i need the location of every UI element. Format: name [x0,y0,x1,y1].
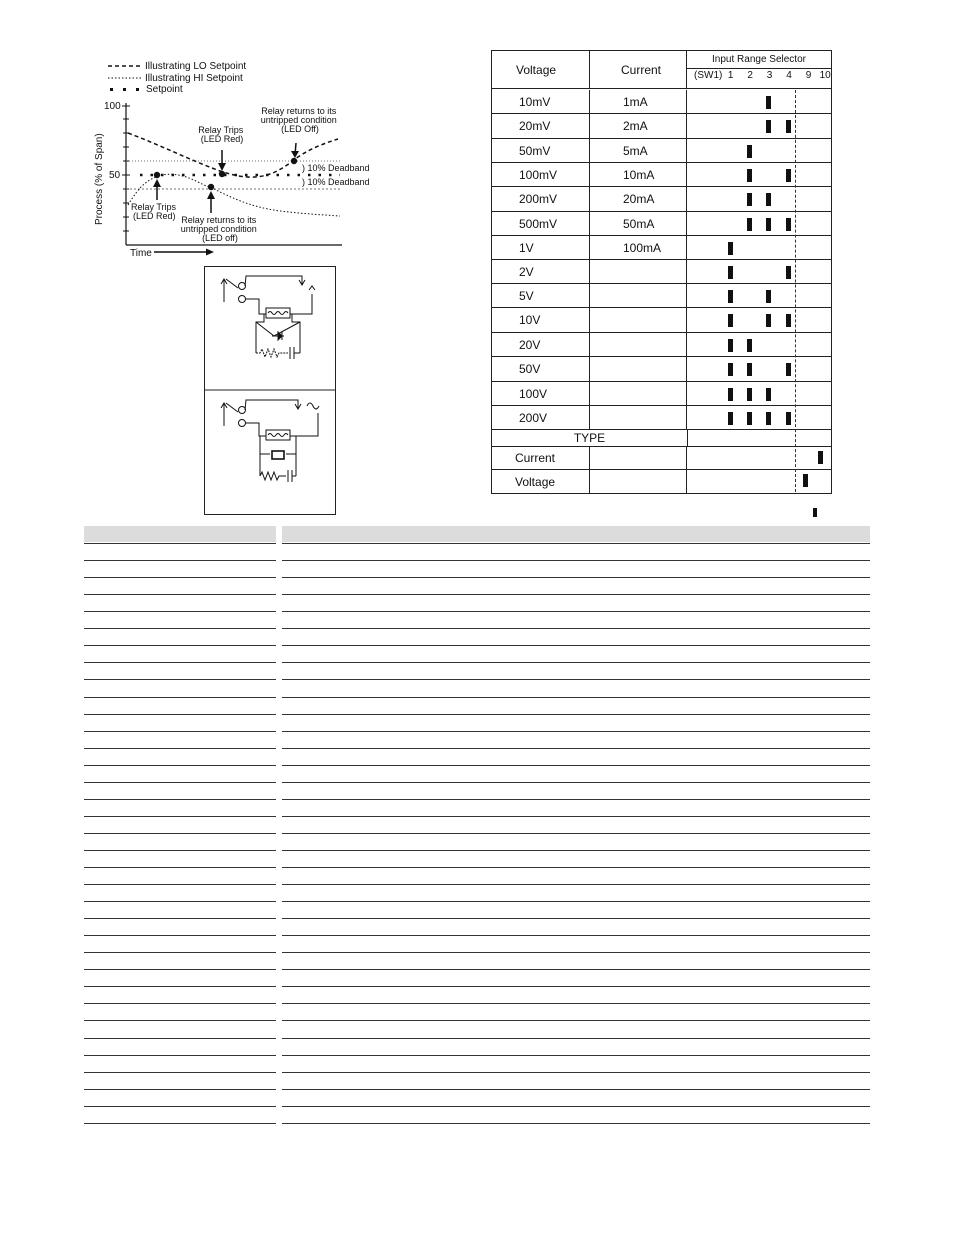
switch-cell [687,163,831,186]
ruled-line [282,560,870,561]
x-axis-label: Time [130,248,152,259]
voltage-cell: 50V [492,357,590,381]
ruled-line [84,679,276,680]
annotation-deadband-2: ) 10% Deadband [302,177,370,187]
switch-on-marker [766,120,771,133]
header-switch-labels: (SW1) 1 2 3 4 9 10 [694,70,831,81]
type-option-label: Voltage [492,470,590,493]
ruled-line [282,850,870,851]
table-header-row [492,51,831,89]
current-cell: 1mA [590,90,687,113]
type-option-empty [590,470,687,493]
range-row [492,139,831,163]
current-cell [590,333,687,356]
ruled-line [282,662,870,663]
annotation-relay-trips-left: Relay Trips (LED Red) [131,202,177,221]
range-row [492,212,831,236]
ruled-line [84,577,276,578]
switch-on-marker [747,412,752,425]
ruled-line [282,1123,870,1124]
switch-on-marker [747,169,752,182]
ruled-line [282,816,870,817]
voltage-cell: 10mV [492,90,590,113]
switch-cell [687,308,831,332]
type-option-label: Current [492,447,590,469]
legend-hi-label: Illustrating HI Setpoint [145,73,243,84]
header-current: Current [590,51,687,88]
y-tick-100: 100 [104,101,121,112]
ruled-line [84,628,276,629]
annotation-relay-returns-bottom: Relay returns to its untripped condition (LED off) [180,215,257,243]
setpoint-chart [90,55,390,260]
ruled-line [84,1106,276,1107]
ruled-line [282,679,870,680]
voltage-cell: 200V [492,406,590,429]
switch-on-marker [766,314,771,327]
voltage-cell: 100mV [492,163,590,186]
range-row [492,236,831,260]
current-cell [590,406,687,429]
switch-on-marker [728,363,733,376]
header-voltage: Voltage [492,51,590,88]
range-row [492,382,831,406]
ruled-line [84,560,276,561]
ruled-line [84,782,276,783]
current-cell [590,382,687,405]
ruled-line [84,765,276,766]
current-cell: 2mA [590,114,687,138]
ruled-line [84,1003,276,1004]
ruled-line [282,748,870,749]
ruled-line [84,1089,276,1090]
ruled-line [84,952,276,953]
ruled-line [282,594,870,595]
switch-on-marker [766,193,771,206]
switch-cell [687,90,831,113]
arrow-relay-trips-top [218,150,226,171]
switch-on-marker [766,290,771,303]
switch-cell [687,187,831,211]
voltage-cell: 500mV [492,212,590,235]
type-switch-cell [687,430,831,446]
ruled-line [282,833,870,834]
range-row [492,406,831,430]
time-arrow [154,249,214,256]
ruled-line [84,867,276,868]
type-row [492,430,831,447]
switch-on-marker [766,96,771,109]
ruled-line [84,611,276,612]
ruled-line [282,799,870,800]
voltage-cell: 20mV [492,114,590,138]
range-row [492,333,831,357]
switch-cell [687,260,831,283]
return-point-bottom [208,184,214,190]
ruled-line [282,1038,870,1039]
range-row [492,260,831,284]
current-cell [590,308,687,332]
ruled-line [84,1020,276,1021]
switch-on-marker [786,412,791,425]
voltage-cell: 50mV [492,139,590,162]
annotation-relay-trips-top: Relay Trips (LED Red) [198,125,244,144]
ruled-line [84,901,276,902]
switch-marker [813,508,817,517]
switch-on-marker [728,314,733,327]
header-selector-title: Input Range Selector [687,51,831,69]
switch-on-marker [786,363,791,376]
range-row [492,187,831,212]
type-switch-cell [687,470,831,493]
switch-on-marker [818,451,823,464]
switch-on-marker [766,388,771,401]
voltage-cell: 20V [492,333,590,356]
switch-on-marker [728,339,733,352]
input-range-selector-table [491,50,832,494]
annotation-deadband-1: ) 10% Deadband [302,163,370,173]
ruled-line [282,577,870,578]
type-switch-cell [687,447,831,469]
trip-point-left [154,172,160,178]
switch-on-marker [728,290,733,303]
arrow-relay-returns-right [291,143,299,158]
relay-schematic-box [204,266,336,515]
current-cell [590,357,687,381]
ruled-header-right [282,526,870,542]
type-label: TYPE [492,430,688,446]
voltage-cell: 100V [492,382,590,405]
switch-cell [687,284,831,307]
legend-dots [110,88,139,91]
ruled-header-left [84,526,276,542]
ruled-line [282,952,870,953]
ruled-line [84,833,276,834]
ruled-line [84,697,276,698]
voltage-cell: 1V [492,236,590,259]
ruled-line [282,543,870,544]
switch-cell [687,382,831,405]
switch-on-marker [803,474,808,487]
ruled-line [84,662,276,663]
ruled-line [84,986,276,987]
arrow-relay-trips-left [153,179,161,200]
ruled-line [282,1003,870,1004]
range-row [492,114,831,139]
ruled-line [84,714,276,715]
range-row [492,284,831,308]
ruled-line [84,1055,276,1056]
ruled-line [84,748,276,749]
type-option-row [492,470,831,493]
switch-on-marker [786,266,791,279]
switch-on-marker [747,145,752,158]
ruled-line [282,986,870,987]
current-cell: 20mA [590,187,687,211]
switch-on-marker [728,266,733,279]
range-row [492,90,831,114]
switch-on-marker [786,314,791,327]
ruled-line [282,884,870,885]
current-cell: 50mA [590,212,687,235]
range-row [492,308,831,333]
voltage-cell: 2V [492,260,590,283]
arrow-relay-returns-bottom [207,191,215,213]
ruled-line [282,1072,870,1073]
ruled-line [282,1089,870,1090]
ruled-line [282,1055,870,1056]
ruled-line [84,731,276,732]
ruled-line [282,697,870,698]
ruled-line [282,731,870,732]
current-cell [590,260,687,283]
legend-setpoint-label: Setpoint [146,84,183,95]
ruled-line [282,1020,870,1021]
ruled-line [84,935,276,936]
return-point-right [291,158,297,164]
range-row [492,357,831,382]
ruled-line [84,594,276,595]
ruled-line [282,611,870,612]
ruled-line [84,1072,276,1073]
switch-cell [687,114,831,138]
y-tick-50: 50 [109,170,121,181]
ruled-line [282,645,870,646]
switch-on-marker [766,412,771,425]
voltage-cell: 200mV [492,187,590,211]
switch-cell [687,212,831,235]
legend-lo-label: Illustrating LO Setpoint [145,61,247,72]
range-row [492,163,831,187]
ruled-line [84,543,276,544]
switch-group-divider [795,90,796,492]
dc-suppression-schematic [221,276,315,359]
ruled-line [84,1123,276,1124]
ruled-line [282,918,870,919]
switch-cell [687,357,831,381]
switch-on-marker [747,218,752,231]
switch-on-marker [747,339,752,352]
switch-on-marker [728,388,733,401]
ruled-line [282,969,870,970]
voltage-cell: 5V [492,284,590,307]
switch-cell [687,333,831,356]
current-cell: 10mA [590,163,687,186]
ruled-line [282,714,870,715]
switch-on-marker [786,120,791,133]
header-selector [687,51,831,88]
current-cell: 100mA [590,236,687,259]
current-cell: 5mA [590,139,687,162]
ruled-line [84,816,276,817]
ruled-line [84,884,276,885]
type-option-row [492,447,831,470]
switch-cell [687,406,831,429]
switch-on-marker [766,218,771,231]
switch-on-marker [747,193,752,206]
ruled-line [84,918,276,919]
trip-point-top [219,171,225,177]
annotation-relay-returns-top: Relay returns to its untripped condition (LED Off) [260,106,337,134]
voltage-cell: 10V [492,308,590,332]
switch-cell [687,139,831,162]
ruled-line [282,628,870,629]
ruled-line [282,782,870,783]
ruled-line [84,645,276,646]
ruled-line [84,1038,276,1039]
switch-on-marker [786,169,791,182]
ruled-line [84,850,276,851]
type-option-empty [590,447,687,469]
ruled-line [282,765,870,766]
switch-on-marker [728,242,733,255]
current-cell [590,284,687,307]
ruled-line [282,1106,870,1107]
ac-suppression-schematic [221,400,319,482]
switch-cell [687,236,831,259]
switch-on-marker [747,363,752,376]
ruled-line [282,867,870,868]
switch-on-marker [747,388,752,401]
ruled-line [282,935,870,936]
ruled-line [282,901,870,902]
y-axis-label: Process (% of Span) [94,133,105,225]
ruled-line [84,969,276,970]
switch-on-marker [728,412,733,425]
switch-on-marker [786,218,791,231]
ruled-line [84,799,276,800]
